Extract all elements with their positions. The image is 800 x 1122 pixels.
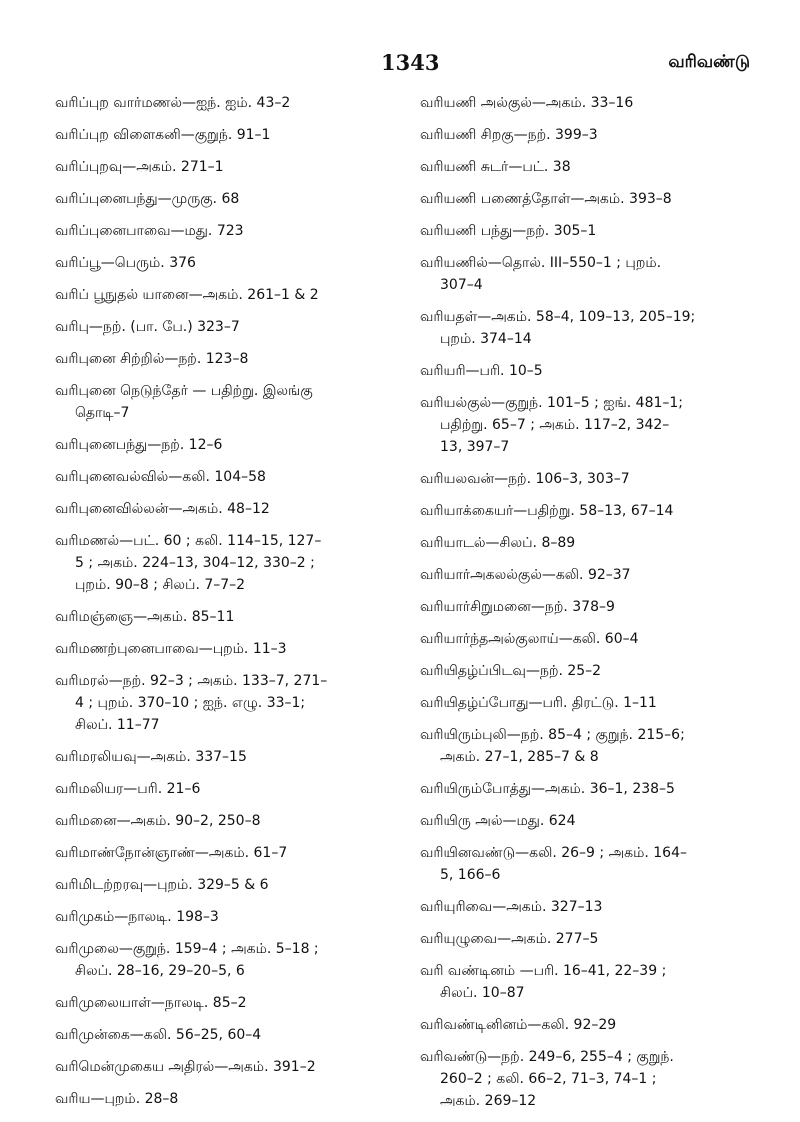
entry-headword-line: வரியிரும்புலி—நற். 85–4 ; குறுந். 215–6; — [420, 727, 685, 743]
index-entry — [55, 466, 415, 488]
entry-headword-line: வரிமணல்—பட். 60 ; கலி. 114–15, 127– — [55, 533, 322, 549]
entry-headword-line: வரிவண்டினினம்—கலி. 92–29 — [420, 1017, 617, 1033]
entry-headword-line: வரியிதழ்ப்போது—பரி. திரட்டு. 1–11 — [420, 695, 657, 711]
index-entry — [420, 360, 765, 382]
entry-headword-line: வரிபுனை நெடுந்தேர் — பதிற்று. இலங்கு — [55, 383, 313, 399]
entry-continuation-line: 5, 166–6 — [440, 867, 501, 883]
entry-headword-line: வரிப்புறவு—அகம். 271–1 — [55, 159, 224, 175]
index-entry — [55, 938, 415, 982]
entry-headword-line: வரியணி சிறகு—நற். 399–3 — [420, 127, 598, 143]
entry-headword-line: வரிமென்முகைய அதிரல்—அகம். 391–2 — [55, 1059, 316, 1075]
entry-headword-line: வரியுரிவை—அகம். 327–13 — [420, 899, 603, 915]
entry-continuation-line: புறம். 374–14 — [440, 331, 532, 347]
entry-continuation-line: சிலப். 11–77 — [75, 717, 160, 733]
entry-headword-line: வரிமுகம்—நாலடி. 198–3 — [55, 909, 219, 925]
page-header — [0, 50, 800, 80]
entry-headword-line: வரியிதழ்ப்பிடவு—நற். 25–2 — [420, 663, 602, 679]
entry-headword-line: வரிப்புனைபந்து—முருகு. 68 — [55, 191, 240, 207]
entry-headword-line: வரிமலியர—பரி. 21–6 — [55, 781, 201, 797]
entry-headword-line: வரிபுனைபந்து—நற். 12–6 — [55, 437, 223, 453]
entry-headword-line: வரிப்புற விளைகனி—குறுந். 91–1 — [55, 127, 271, 143]
index-entry — [55, 498, 415, 520]
entry-headword-line: வரியிரும்போத்து—அகம். 36–1, 238–5 — [420, 781, 675, 797]
entry-headword-line: வரியணி அல்குல்—அகம். 33–16 — [420, 95, 634, 111]
entry-continuation-line: 4 ; புறம். 370–10 ; ஐந். எழு. 33–1; — [75, 695, 306, 711]
entry-headword-line: வரிமஞ்ஞை—அகம். 85–11 — [55, 609, 235, 625]
index-entry — [55, 810, 415, 832]
entry-headword-line: வரியதள்—அகம். 58–4, 109–13, 205–19; — [420, 309, 696, 325]
index-entry — [55, 778, 415, 800]
entry-headword-line: வரியார்ந்தஅல்குலாய்—கலி. 60–4 — [420, 631, 639, 647]
entry-headword-line: வரிமுலையாள்—நாலடி. 85–2 — [55, 995, 247, 1011]
entry-continuation-line: 307–4 — [440, 277, 483, 293]
index-entry — [420, 1046, 765, 1112]
entry-headword-line: வரியாடல்—சிலப். 8–89 — [420, 535, 576, 551]
index-entry — [420, 660, 765, 682]
entry-headword-line: வரிபு—நற். (பா. பே.) 323–7 — [55, 319, 240, 335]
entry-headword-line: வரிப்புனைபாவை—மது. 723 — [55, 223, 244, 239]
index-entry — [420, 960, 765, 1004]
entry-continuation-line: 260–2 ; கலி. 66–2, 71–3, 74–1 ; — [440, 1071, 657, 1087]
index-entry — [420, 532, 765, 554]
index-entry — [420, 564, 765, 586]
entry-headword-line: வரிவண்டு—நற். 249–6, 255–4 ; குறுந். — [420, 1049, 674, 1065]
entry-continuation-line: பதிற்று. 65–7 ; அகம். 117–2, 342– — [440, 417, 670, 433]
entry-headword-line: வரியினவண்டு—கலி. 26–9 ; அகம். 164– — [420, 845, 687, 861]
index-entry — [55, 992, 415, 1014]
entry-continuation-line: அகம். 269–12 — [440, 1093, 537, 1109]
index-entry — [55, 124, 415, 146]
index-entry — [55, 1024, 415, 1046]
index-entry — [420, 628, 765, 650]
right-column — [420, 92, 765, 1122]
entry-continuation-line: தொடி–7 — [75, 405, 130, 421]
entry-headword-line: வரிபுனைவில்லன்—அகம். 48–12 — [55, 501, 270, 517]
entry-headword-line: வரியணி பணைத்தோள்—அகம். 393–8 — [420, 191, 672, 207]
index-entry — [420, 842, 765, 886]
entry-continuation-line: 5 ; அகம். 224–13, 304–12, 330–2 ; — [75, 555, 315, 571]
index-entry — [420, 596, 765, 618]
index-entry — [55, 156, 415, 178]
index-entry — [420, 810, 765, 832]
index-entry — [55, 874, 415, 896]
entry-headword-line: வரிப்புற வார்மணல்—ஐந். ஐம். 43–2 — [55, 95, 291, 111]
index-entry — [55, 252, 415, 274]
entry-headword-line: வரிமுன்கை—கலி. 56–25, 60–4 — [55, 1027, 262, 1043]
entry-headword-line: வரிபுனைவல்வில்—கலி. 104–58 — [55, 469, 266, 485]
index-entry — [420, 156, 765, 178]
entry-continuation-line: 13, 397–7 — [440, 439, 510, 455]
index-entry — [55, 92, 415, 114]
entry-headword-line: வரியார்சிறுமனை—நற். 378–9 — [420, 599, 615, 615]
index-entry — [420, 306, 765, 350]
entry-headword-line: வரிபுனை சிற்றில்—நற். 123–8 — [55, 351, 249, 367]
index-entry — [55, 842, 415, 864]
index-entry — [55, 670, 415, 736]
index-entry — [420, 220, 765, 242]
entry-headword-line: வரி வண்டினம் —பரி. 16–41, 22–39 ; — [420, 963, 667, 979]
index-entry — [55, 188, 415, 210]
index-entry — [55, 606, 415, 628]
index-entry — [420, 896, 765, 918]
entry-headword-line: வரியணி சுடர்—பட். 38 — [420, 159, 571, 175]
index-entry — [420, 1014, 765, 1036]
entry-continuation-line: அகம். 27–1, 285–7 & 8 — [440, 749, 599, 765]
entry-continuation-line: சிலப். 28–16, 29–20–5, 6 — [75, 963, 245, 979]
entry-headword-line: வரிமனை—அகம். 90–2, 250–8 — [55, 813, 261, 829]
index-entry — [55, 316, 415, 338]
entry-headword-line: வரிப் பூநுதல் யானை—அகம். 261–1 & 2 — [55, 287, 319, 303]
entry-headword-line: வரியணி பந்து—நற். 305–1 — [420, 223, 597, 239]
index-entry — [420, 124, 765, 146]
index-entry — [55, 638, 415, 660]
entry-headword-line: வரியுழுவை—அகம். 277–5 — [420, 931, 599, 947]
entry-continuation-line: புறம். 90–8 ; சிலப். 7–7–2 — [75, 577, 246, 593]
entry-headword-line: வரியணில்—தொல். III–550–1 ; புறம். — [420, 255, 662, 271]
index-entry — [55, 1056, 415, 1078]
index-entry — [55, 1088, 415, 1110]
entry-headword-line: வரிய—புறம். 28–8 — [55, 1091, 179, 1107]
index-entry — [420, 500, 765, 522]
index-entry — [55, 530, 415, 596]
entry-headword-line: வரியலவன்—நற். 106–3, 303–7 — [420, 471, 630, 487]
index-entry — [55, 284, 415, 306]
index-entry — [420, 188, 765, 210]
index-entry — [55, 220, 415, 242]
index-entry — [55, 348, 415, 370]
entry-headword-line: வரியாக்கையர்—பதிற்று. 58–13, 67–14 — [420, 503, 674, 519]
entry-headword-line: வரிமுலை—குறுந். 159–4 ; அகம். 5–18 ; — [55, 941, 319, 957]
entry-headword-line: வரியார்அகலல்குல்—கலி. 92–37 — [420, 567, 631, 583]
index-entry — [420, 778, 765, 800]
index-entry — [420, 252, 765, 296]
left-column — [55, 92, 415, 1120]
index-entry — [420, 468, 765, 490]
index-entry — [55, 434, 415, 456]
index-entry — [420, 724, 765, 768]
index-entry — [420, 928, 765, 950]
entry-continuation-line: சிலப். 10–87 — [440, 985, 525, 1001]
index-entry — [420, 392, 765, 458]
entry-headword-line: வரியல்குல்—குறுந். 101–5 ; ஐங். 481–1; — [420, 395, 684, 411]
page-number: 1343 — [381, 50, 440, 75]
entry-headword-line: வரியிரு அல்—மது. 624 — [420, 813, 576, 829]
index-entry — [55, 746, 415, 768]
entry-headword-line: வரிமரல்—நற். 92–3 ; அகம். 133–7, 271– — [55, 673, 328, 689]
entry-headword-line: வரிமிடற்றரவு—புறம். 329–5 & 6 — [55, 877, 269, 893]
index-entry — [420, 692, 765, 714]
index-entry — [55, 906, 415, 928]
index-entry — [420, 92, 765, 114]
running-head: வரிவண்டு — [668, 52, 750, 72]
entry-headword-line: வரிமணற்புனைபாவை—புறம். 11–3 — [55, 641, 287, 657]
entry-headword-line: வரிமரலியவு—அகம். 337–15 — [55, 749, 247, 765]
entry-headword-line: வரிமாண்நோன்ஞாண்—அகம். 61–7 — [55, 845, 288, 861]
entry-headword-line: வரியரி—பரி. 10–5 — [420, 363, 543, 379]
entry-headword-line: வரிப்பூ—பெரும். 376 — [55, 255, 196, 271]
index-entry — [55, 380, 415, 424]
